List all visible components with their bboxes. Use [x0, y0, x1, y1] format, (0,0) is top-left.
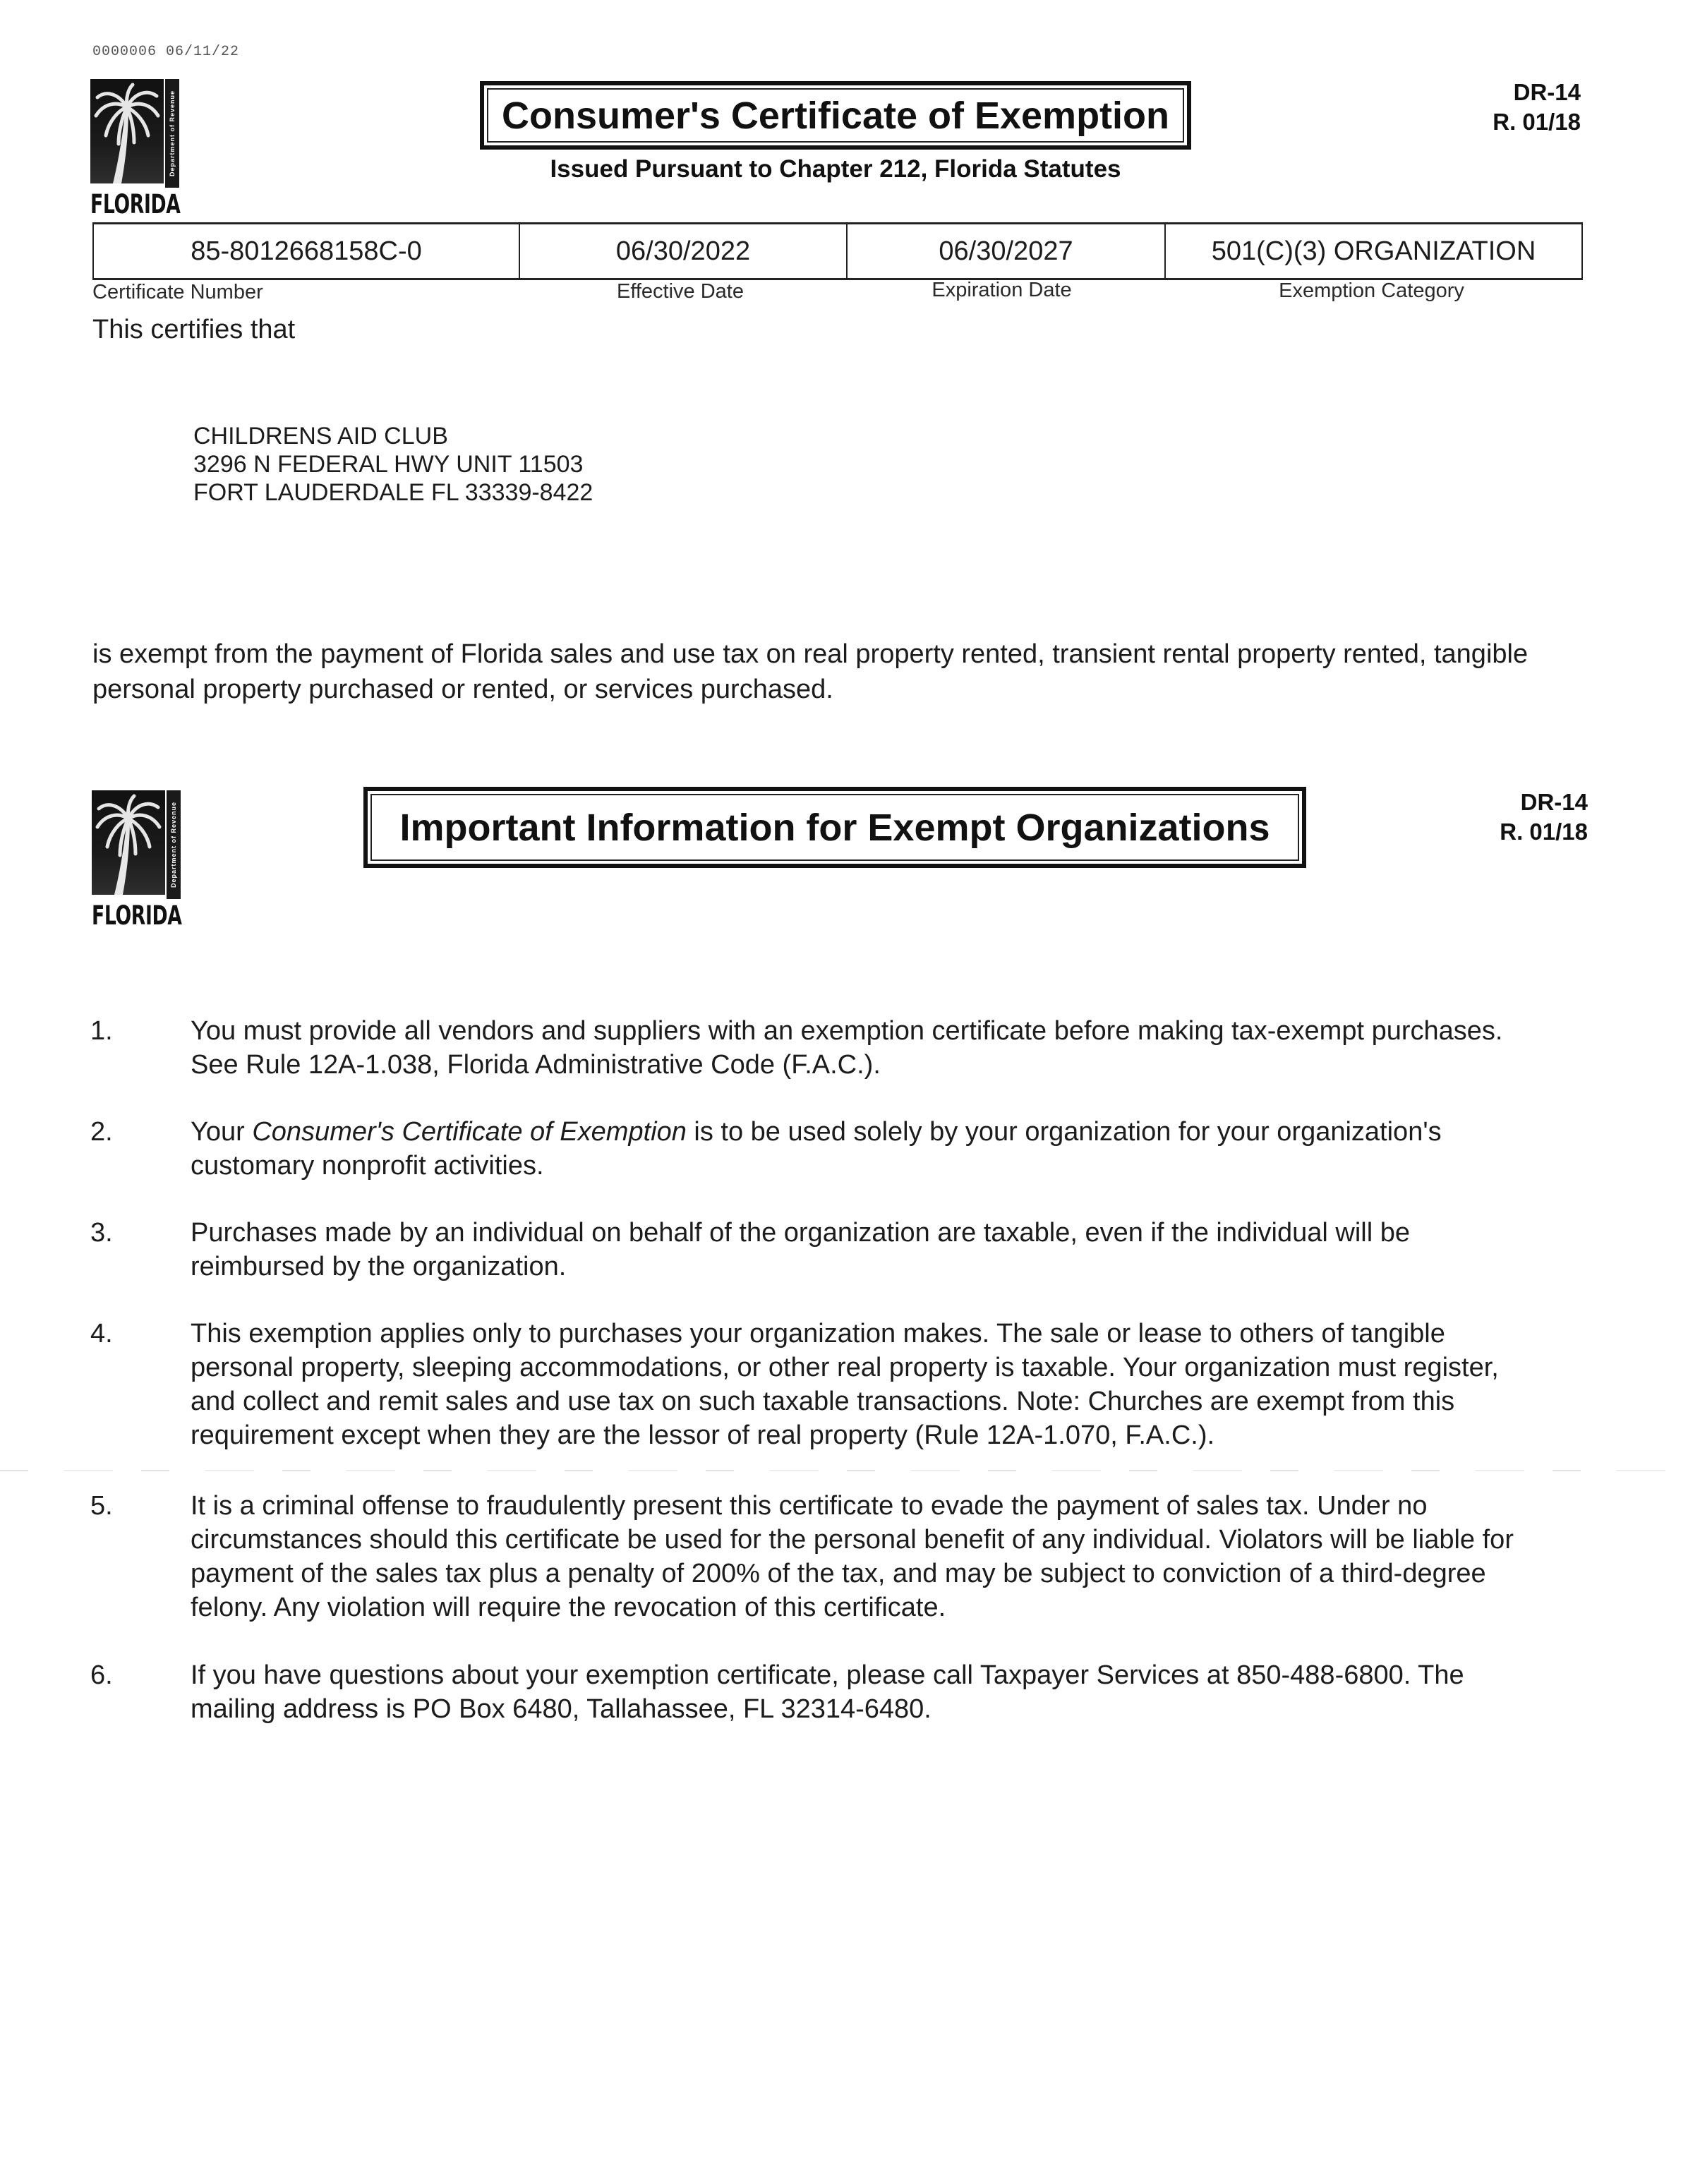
item-text — [191, 1317, 1499, 1452]
florida-dor-logo — [90, 79, 183, 219]
certificate-subtitle: Issued Pursuant to Chapter 212, Florida Statutes — [550, 155, 1121, 183]
item-text — [191, 1489, 1514, 1624]
info-item-2 — [90, 1115, 1600, 1183]
item-line: reimbursed by the organization. — [191, 1252, 567, 1281]
certifies-intro: This certifies that — [92, 315, 296, 344]
info-item-5 — [90, 1489, 1600, 1624]
info-item-4 — [90, 1317, 1600, 1452]
exemption-statement-line-1: is exempt from the payment of Florida sales and use tax on real property rented, transient rental property rented, tangible — [92, 639, 1529, 669]
certificate-number-value: 85-8012668158C-0 — [93, 224, 519, 279]
florida-dor-logo-2 — [92, 790, 185, 930]
exemption-category-value: 501(C)(3) ORGANIZATION — [1165, 224, 1582, 279]
item-text — [191, 1658, 1464, 1726]
form-number: DR-14 — [1520, 789, 1588, 815]
item-line: If you have questions about your exemption certificate, please call Taxpayer Services at 850-488-6800. The — [191, 1660, 1464, 1690]
scan-stamp: 0000006 06/11/22 — [92, 44, 240, 60]
certificate-number-label: Certificate Number — [92, 281, 263, 303]
logo-wordmark: FLORIDA — [90, 189, 181, 219]
item-line: personal property, sleeping accommodations, or other real property is taxable. Your organization must register, — [191, 1353, 1499, 1382]
form-number: DR-14 — [1513, 79, 1581, 105]
item-number: 6. — [90, 1660, 113, 1690]
item-line: circumstances should this certificate be used for the personal benefit of any individual. Violators will be liable for — [191, 1525, 1514, 1555]
organization-name: CHILDRENS AID CLUB — [193, 423, 448, 450]
logo-wordmark: FLORIDA — [92, 900, 182, 931]
item-text — [191, 1014, 1502, 1082]
item-number: 5. — [90, 1491, 113, 1521]
effective-date-label: Effective Date — [616, 280, 744, 303]
item-line: payment of the sales tax plus a penalty of 200% of the tax, and may be subject to conviction of a third-degree — [191, 1559, 1486, 1588]
form-id-top — [1440, 78, 1581, 137]
item-number: 2. — [90, 1117, 113, 1147]
logo-side-text: Department of Revenue — [167, 790, 181, 899]
form-revision: R. 01/18 — [1493, 109, 1581, 135]
logo-side-text: Department of Revenue — [165, 79, 179, 188]
exemption-statement-line-2: personal property purchased or rented, or services purchased. — [92, 675, 833, 704]
organization-city: FORT LAUDERDALE FL 33339-8422 — [193, 479, 593, 506]
form-revision: R. 01/18 — [1500, 819, 1588, 845]
expiration-date-label: Expiration Date — [932, 279, 1072, 301]
organization-address — [193, 422, 593, 507]
item-line: mailing address is PO Box 6480, Tallahassee, FL 32314-6480. — [191, 1694, 932, 1724]
item-text-suffix: is to be used solely by your organization for your organization's — [686, 1117, 1442, 1147]
item-text — [191, 1115, 1442, 1183]
item-line: This exemption applies only to purchases your organization makes. The sale or lease to others of tangible — [191, 1319, 1445, 1349]
organization-street: 3296 N FEDERAL HWY UNIT 11503 — [193, 451, 584, 478]
effective-date-value: 06/30/2022 — [519, 224, 847, 279]
item-line: Purchases made by an individual on behalf of the organization are taxable, even if the individual will be — [191, 1218, 1410, 1248]
info-item-6 — [90, 1658, 1600, 1726]
palm-tree-icon — [92, 790, 165, 895]
item-line: and collect and remit sales and use tax on such taxable transactions. Note: Churches are exempt from this — [191, 1387, 1455, 1416]
form-id-info — [1447, 788, 1588, 847]
item-line: felony. Any violation will require the revocation of this certificate. — [191, 1593, 946, 1622]
item-number: 3. — [90, 1218, 113, 1248]
item-line: You must provide all vendors and suppliers with an exemption certificate before making tax-exempt purchases. — [191, 1016, 1503, 1046]
item-text-prefix: Your — [191, 1117, 253, 1147]
item-line — [191, 1115, 1442, 1149]
item-number: 1. — [90, 1016, 113, 1046]
exemption-statement — [92, 637, 1631, 707]
item-line: It is a criminal offense to fraudulently present this certificate to evade the payment of sales tax. Under no — [191, 1491, 1428, 1521]
item-line: customary nonprofit activities. — [191, 1151, 544, 1181]
info-title: Important Information for Exempt Organizations — [370, 794, 1299, 861]
certificate-title: Consumer's Certificate of Exemption — [487, 88, 1184, 143]
item-line: requirement except when they are the lessor of real property (Rule 12A-1.070, F.A.C.). — [191, 1420, 1215, 1450]
item-number: 4. — [90, 1319, 113, 1349]
info-item-3 — [90, 1216, 1600, 1284]
item-line: See Rule 12A-1.038, Florida Administrative Code (F.A.C.). — [191, 1050, 881, 1080]
info-item-1 — [90, 1014, 1600, 1082]
certificate-fields-table — [92, 222, 1583, 280]
certificate-title-box — [480, 81, 1191, 150]
item-text — [191, 1216, 1410, 1284]
palm-tree-icon — [90, 79, 164, 183]
certificate-name-italic: Consumer's Certificate of Exemption — [252, 1117, 687, 1147]
exemption-category-label: Exemption Category — [1279, 279, 1464, 302]
scan-artifact-line — [0, 1470, 1688, 1471]
expiration-date-value: 06/30/2027 — [847, 224, 1165, 279]
info-title-box — [363, 787, 1306, 868]
